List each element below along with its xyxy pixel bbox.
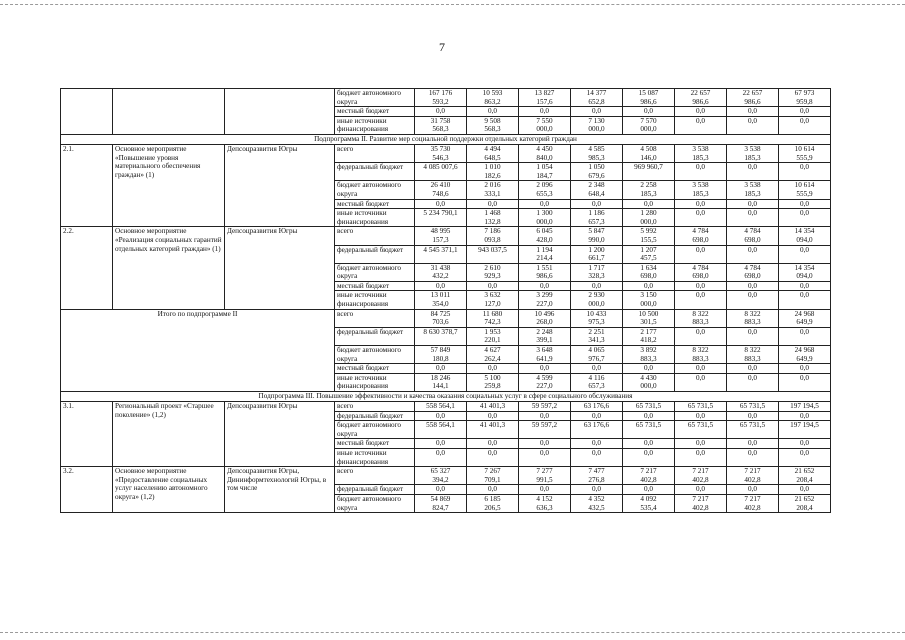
year-value: 65 731,5	[623, 421, 675, 439]
total-value: 54 869 824,7	[415, 494, 467, 512]
year-value: 22 657 986,6	[675, 89, 727, 107]
year-value: 8 322 883,3	[675, 309, 727, 327]
year-value: 2 016 333,1	[467, 181, 519, 199]
funding-source: местный бюджет	[335, 364, 415, 374]
funding-source: всего	[335, 309, 415, 327]
total-value: 558 564,1	[415, 402, 467, 412]
year-value: 2 930 000,0	[571, 291, 623, 309]
year-value: 1 551 986,6	[519, 263, 571, 281]
year-value: 7 217 402,8	[727, 467, 779, 485]
total-value: 4 085 007,6	[415, 163, 467, 181]
year-value: 0,0	[779, 116, 831, 134]
year-value: 10 496 268,0	[519, 309, 571, 327]
funding-source: местный бюджет	[335, 439, 415, 449]
year-value: 0,0	[727, 439, 779, 449]
year-value: 4 599 227,0	[519, 373, 571, 391]
year-value: 4 352 432,5	[571, 494, 623, 512]
total-value: 0,0	[415, 485, 467, 495]
table-row	[61, 402, 831, 412]
executor: Депсоцразвития Югры	[225, 144, 335, 226]
year-value: 3 538 185,3	[727, 181, 779, 199]
year-value: 0,0	[675, 209, 727, 227]
year-value: 197 194,5	[779, 421, 831, 439]
activity-name: Основное мероприятие «Реализация социальных гарантий отдельных категорий граждан» (1)	[113, 227, 225, 309]
year-value: 1 717 328,3	[571, 263, 623, 281]
year-value: 0,0	[519, 199, 571, 209]
table-row	[61, 467, 831, 485]
year-value: 0,0	[623, 107, 675, 117]
year-value: 3 632 127,0	[467, 291, 519, 309]
year-value: 0,0	[779, 245, 831, 263]
year-value: 41 401,3	[467, 421, 519, 439]
year-value: 10 433 975,3	[571, 309, 623, 327]
year-value: 0,0	[467, 364, 519, 374]
year-value: 65 731,5	[727, 421, 779, 439]
section-row	[61, 134, 831, 144]
year-value: 1 186 657,3	[571, 209, 623, 227]
year-value: 0,0	[727, 245, 779, 263]
year-value: 7 550 000,0	[519, 116, 571, 134]
year-value: 65 731,5	[623, 402, 675, 412]
total-value: 4 545 371,1	[415, 245, 467, 263]
year-value: 0,0	[519, 439, 571, 449]
year-value: 0,0	[467, 107, 519, 117]
year-value: 0,0	[519, 448, 571, 466]
section-title: Подпрограмма III. Повышение эффективности и качества оказания социальных услуг в сфере социального обслуживания	[61, 392, 831, 402]
year-value: 7 186 093,8	[467, 227, 519, 245]
year-value: 0,0	[571, 199, 623, 209]
year-value: 4 585 985,3	[571, 144, 623, 162]
year-value: 0,0	[727, 364, 779, 374]
year-value: 41 401,3	[467, 402, 519, 412]
year-value: 4 430 000,0	[623, 373, 675, 391]
year-value: 0,0	[519, 107, 571, 117]
section-row	[61, 392, 831, 402]
row-number: 2.1.	[61, 144, 113, 226]
total-value: 18 246 144,1	[415, 373, 467, 391]
year-value: 21 652 208,4	[779, 467, 831, 485]
year-value: 0,0	[675, 364, 727, 374]
year-value: 2 177 418,2	[623, 327, 675, 345]
table-row	[61, 227, 831, 245]
year-value: 0,0	[467, 448, 519, 466]
year-value: 0,0	[571, 411, 623, 421]
total-value: 0,0	[415, 199, 467, 209]
year-value: 0,0	[519, 485, 571, 495]
year-value: 0,0	[727, 107, 779, 117]
year-value: 3 648 641,9	[519, 346, 571, 364]
year-value: 969 960,7	[623, 163, 675, 181]
year-value: 7 267 709,1	[467, 467, 519, 485]
year-value: 3 538 185,3	[727, 144, 779, 162]
year-value: 0,0	[779, 281, 831, 291]
total-value: 8 630 378,7	[415, 327, 467, 345]
year-value: 7 217 402,8	[675, 494, 727, 512]
year-value: 4 784 698,0	[727, 263, 779, 281]
year-value: 10 593 863,2	[467, 89, 519, 107]
year-value: 65 731,5	[675, 402, 727, 412]
year-value: 4 784 698,0	[675, 263, 727, 281]
year-value: 0,0	[675, 163, 727, 181]
year-value: 7 217 402,8	[623, 467, 675, 485]
activity-name: Основное мероприятие «Повышение уровня материального обеспечения граждан» (1)	[113, 144, 225, 226]
year-value: 5 992 155,5	[623, 227, 675, 245]
funding-source: федеральный бюджет	[335, 245, 415, 263]
year-value: 0,0	[727, 448, 779, 466]
year-value: 0,0	[623, 199, 675, 209]
year-value: 0,0	[727, 199, 779, 209]
row-number	[61, 89, 113, 135]
year-value: 0,0	[779, 439, 831, 449]
total-value: 26 410 748,6	[415, 181, 467, 199]
year-value: 59 597,2	[519, 402, 571, 412]
total-value: 65 327 394,2	[415, 467, 467, 485]
total-value: 31 438 432,2	[415, 263, 467, 281]
year-value: 0,0	[727, 327, 779, 345]
total-value: 31 758 568,3	[415, 116, 467, 134]
year-value: 15 087 986,6	[623, 89, 675, 107]
year-value: 59 597,2	[519, 421, 571, 439]
total-value: 0,0	[415, 281, 467, 291]
year-value: 0,0	[727, 281, 779, 291]
year-value: 0,0	[571, 281, 623, 291]
funding-source: бюджет автономного округа	[335, 181, 415, 199]
year-value: 9 508 568,3	[467, 116, 519, 134]
row-number: 3.2.	[61, 467, 113, 513]
year-value: 63 176,6	[571, 421, 623, 439]
year-value: 63 176,6	[571, 402, 623, 412]
year-value: 1 468 132,8	[467, 209, 519, 227]
funding-source: иные источники финансирования	[335, 448, 415, 466]
funding-source: иные источники финансирования	[335, 291, 415, 309]
year-value: 0,0	[779, 327, 831, 345]
funding-source: местный бюджет	[335, 107, 415, 117]
executor: Депсоцразвития Югры, Дининформтехнологий Югры, в том числе	[225, 467, 335, 513]
year-value: 2 258 185,3	[623, 181, 675, 199]
year-value: 3 892 883,3	[623, 346, 675, 364]
funding-source: бюджет автономного округа	[335, 89, 415, 107]
year-value: 4 784 698,0	[675, 227, 727, 245]
year-value: 14 377 652,8	[571, 89, 623, 107]
total-value: 5 234 790,1	[415, 209, 467, 227]
year-value: 0,0	[727, 485, 779, 495]
year-value: 3 538 185,3	[675, 144, 727, 162]
activity-name: Основное мероприятие «Предоставление социальных услуг населению автономного округа» (1,2)	[113, 467, 225, 513]
funding-source: иные источники финансирования	[335, 116, 415, 134]
scan-edge-bottom	[0, 632, 905, 633]
funding-source: федеральный бюджет	[335, 411, 415, 421]
year-value: 0,0	[675, 439, 727, 449]
year-value: 0,0	[571, 107, 623, 117]
year-value: 1 280 000,0	[623, 209, 675, 227]
year-value: 0,0	[623, 411, 675, 421]
year-value: 8 322 883,3	[727, 346, 779, 364]
year-value: 2 610 929,3	[467, 263, 519, 281]
year-value: 0,0	[675, 448, 727, 466]
year-value: 7 130 000,0	[571, 116, 623, 134]
year-value: 0,0	[675, 116, 727, 134]
year-value: 0,0	[675, 327, 727, 345]
table-row	[61, 144, 831, 162]
funding-source: всего	[335, 227, 415, 245]
total-value: 0,0	[415, 411, 467, 421]
page-number: 7	[439, 40, 445, 54]
total-value: 0,0	[415, 439, 467, 449]
year-value: 8 322 883,3	[675, 346, 727, 364]
row-number: 3.1.	[61, 402, 113, 467]
year-value: 0,0	[467, 411, 519, 421]
year-value: 14 354 094,0	[779, 227, 831, 245]
year-value: 7 570 000,0	[623, 116, 675, 134]
year-value: 4 152 636,3	[519, 494, 571, 512]
year-value: 0,0	[779, 448, 831, 466]
year-value: 13 827 157,6	[519, 89, 571, 107]
funding-source: федеральный бюджет	[335, 327, 415, 345]
total-value: 57 849 180,8	[415, 346, 467, 364]
year-value: 0,0	[623, 281, 675, 291]
year-value: 4 116 657,3	[571, 373, 623, 391]
year-value: 2 251 341,3	[571, 327, 623, 345]
year-value: 0,0	[779, 163, 831, 181]
activity-name: Региональный проект «Старшее поколение» (1,2)	[113, 402, 225, 467]
year-value: 4 627 262,4	[467, 346, 519, 364]
funding-source: федеральный бюджет	[335, 163, 415, 181]
year-value: 197 194,5	[779, 402, 831, 412]
funding-table-body	[61, 89, 831, 513]
year-value: 0,0	[727, 411, 779, 421]
section-title: Подпрограмма II. Развитие мер социальной поддержки отдельных категорий граждан	[61, 134, 831, 144]
funding-source: бюджет автономного округа	[335, 421, 415, 439]
year-value: 1 050 679,6	[571, 163, 623, 181]
year-value: 0,0	[727, 373, 779, 391]
funding-source: федеральный бюджет	[335, 485, 415, 495]
year-value: 11 680 742,3	[467, 309, 519, 327]
year-value: 0,0	[675, 107, 727, 117]
funding-table	[60, 88, 831, 513]
funding-source: всего	[335, 467, 415, 485]
year-value: 0,0	[519, 364, 571, 374]
total-value: 35 730 546,3	[415, 144, 467, 162]
year-value: 3 150 000,0	[623, 291, 675, 309]
year-value: 10 614 555,9	[779, 181, 831, 199]
year-value: 14 354 094,0	[779, 263, 831, 281]
year-value: 65 731,5	[675, 421, 727, 439]
year-value: 3 299 227,0	[519, 291, 571, 309]
year-value: 0,0	[623, 448, 675, 466]
year-value: 0,0	[727, 291, 779, 309]
year-value: 4 065 976,7	[571, 346, 623, 364]
year-value: 1 207 457,5	[623, 245, 675, 263]
funding-source: бюджет автономного округа	[335, 263, 415, 281]
funding-source: всего	[335, 402, 415, 412]
year-value: 65 731,5	[727, 402, 779, 412]
year-value: 3 538 185,3	[675, 181, 727, 199]
year-value: 8 322 883,3	[727, 309, 779, 327]
year-value: 1 300 000,0	[519, 209, 571, 227]
year-value: 0,0	[779, 411, 831, 421]
year-value: 0,0	[675, 485, 727, 495]
year-value: 0,0	[727, 209, 779, 227]
year-value: 1 200 661,7	[571, 245, 623, 263]
total-value: 0,0	[415, 107, 467, 117]
year-value: 0,0	[675, 199, 727, 209]
year-value: 0,0	[779, 107, 831, 117]
year-value: 4 784 698,0	[727, 227, 779, 245]
year-value: 0,0	[519, 281, 571, 291]
year-value: 0,0	[675, 411, 727, 421]
year-value: 0,0	[571, 448, 623, 466]
year-value: 5 847 990,0	[571, 227, 623, 245]
year-value: 0,0	[727, 116, 779, 134]
year-value: 1 054 184,7	[519, 163, 571, 181]
year-value: 0,0	[623, 439, 675, 449]
funding-source: бюджет автономного округа	[335, 494, 415, 512]
year-value: 4 508 146,0	[623, 144, 675, 162]
year-value: 7 477 276,8	[571, 467, 623, 485]
year-value: 22 657 986,6	[727, 89, 779, 107]
year-value: 10 500 301,5	[623, 309, 675, 327]
year-value: 67 973 959,8	[779, 89, 831, 107]
year-value: 0,0	[571, 439, 623, 449]
year-value: 7 217 402,8	[675, 467, 727, 485]
executor	[225, 89, 335, 135]
year-value: 7 217 402,8	[727, 494, 779, 512]
executor: Депсоцразвития Югры	[225, 402, 335, 467]
year-value: 1 194 214,4	[519, 245, 571, 263]
year-value: 24 968 649,9	[779, 309, 831, 327]
activity-name	[113, 89, 225, 135]
year-value: 2 096 655,3	[519, 181, 571, 199]
year-value: 0,0	[779, 199, 831, 209]
year-value: 5 100 259,8	[467, 373, 519, 391]
subtotal-label: Итого по подпрограмме II	[61, 309, 335, 391]
year-value: 0,0	[519, 411, 571, 421]
total-value: 13 011 354,0	[415, 291, 467, 309]
total-value: 48 995 157,3	[415, 227, 467, 245]
scan-edge-top	[0, 4, 905, 5]
total-value: 0,0	[415, 364, 467, 374]
year-value: 0,0	[467, 281, 519, 291]
table-row	[61, 89, 831, 107]
year-value: 0,0	[675, 245, 727, 263]
year-value: 6 185 206,5	[467, 494, 519, 512]
year-value: 7 277 991,5	[519, 467, 571, 485]
funding-source: местный бюджет	[335, 199, 415, 209]
year-value: 0,0	[675, 373, 727, 391]
row-number: 2.2.	[61, 227, 113, 309]
total-value: 558 564,1	[415, 421, 467, 439]
year-value: 2 248 399,1	[519, 327, 571, 345]
year-value: 0,0	[467, 199, 519, 209]
year-value: 1 634 698,0	[623, 263, 675, 281]
year-value: 0,0	[467, 485, 519, 495]
year-value: 6 045 428,0	[519, 227, 571, 245]
year-value: 1 953 220,1	[467, 327, 519, 345]
funding-source: местный бюджет	[335, 281, 415, 291]
year-value: 1 010 182,6	[467, 163, 519, 181]
funding-source: иные источники финансирования	[335, 209, 415, 227]
year-value: 0,0	[727, 163, 779, 181]
total-value: 84 725 703,6	[415, 309, 467, 327]
year-value: 0,0	[779, 364, 831, 374]
year-value: 0,0	[675, 281, 727, 291]
year-value: 0,0	[623, 364, 675, 374]
year-value: 21 652 208,4	[779, 494, 831, 512]
year-value: 943 037,5	[467, 245, 519, 263]
year-value: 0,0	[571, 485, 623, 495]
year-value: 0,0	[571, 364, 623, 374]
funding-source: иные источники финансирования	[335, 373, 415, 391]
year-value: 4 494 648,5	[467, 144, 519, 162]
funding-source: бюджет автономного округа	[335, 346, 415, 364]
year-value: 0,0	[675, 291, 727, 309]
year-value: 2 348 648,4	[571, 181, 623, 199]
year-value: 0,0	[779, 373, 831, 391]
year-value: 0,0	[779, 485, 831, 495]
year-value: 4 450 840,0	[519, 144, 571, 162]
year-value: 0,0	[623, 485, 675, 495]
executor: Депсоцразвития Югры	[225, 227, 335, 309]
total-value: 167 176 593,2	[415, 89, 467, 107]
funding-source: всего	[335, 144, 415, 162]
year-value: 24 968 649,9	[779, 346, 831, 364]
table-row	[61, 309, 831, 327]
year-value: 0,0	[779, 291, 831, 309]
total-value: 0,0	[415, 448, 467, 466]
year-value: 4 092 535,4	[623, 494, 675, 512]
year-value: 0,0	[467, 439, 519, 449]
year-value: 10 614 555,9	[779, 144, 831, 162]
year-value: 0,0	[779, 209, 831, 227]
